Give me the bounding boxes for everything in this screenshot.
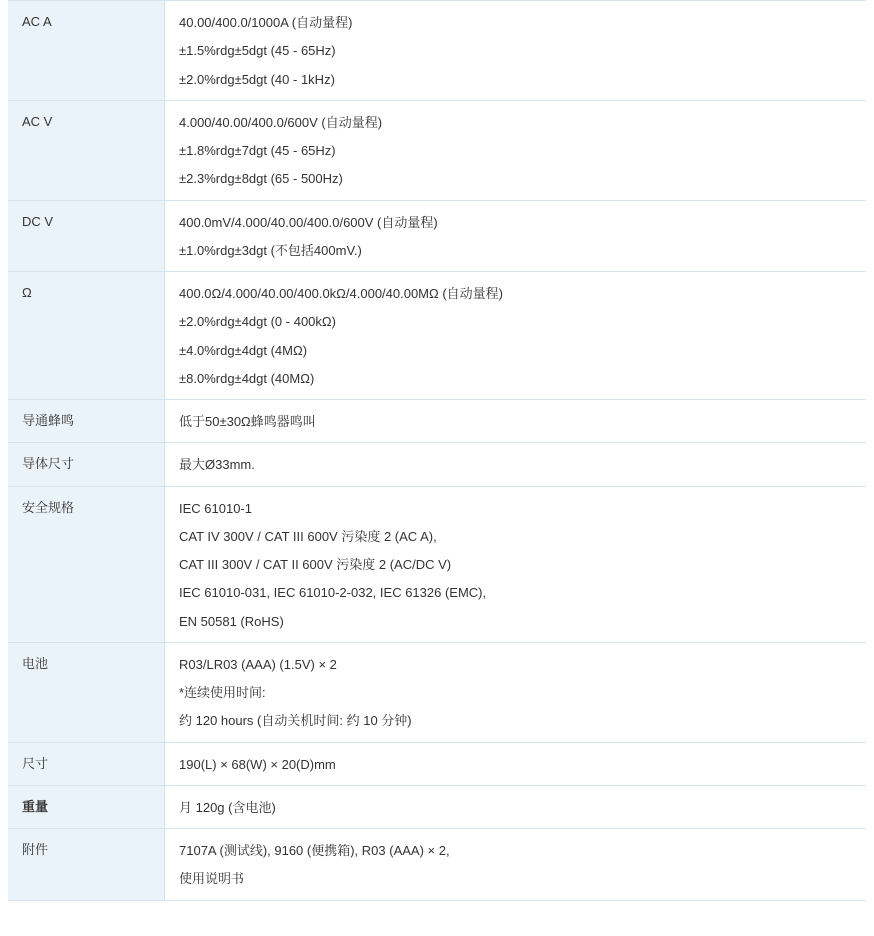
table-row: [8, 272, 866, 400]
spec-value-line: IEC 61010-031, IEC 61010-2-032, IEC 61326 (EMC),: [179, 585, 487, 601]
spec-value: [165, 829, 867, 901]
spec-value-line: 使用说明书: [179, 871, 245, 887]
table-row: [8, 742, 866, 785]
spec-label: 安全规格: [8, 486, 165, 642]
spec-value-line: 190(L) × 68(W) × 20(D)mm: [179, 756, 336, 772]
spec-value: [165, 742, 867, 785]
spec-label: AC V: [8, 100, 165, 200]
specifications-table: [8, 0, 866, 901]
spec-label: AC A: [8, 1, 165, 101]
specifications-table-body: [8, 1, 866, 901]
spec-value-line: CAT III 300V / CAT II 600V 污染度 2 (AC/DC V): [179, 557, 452, 572]
spec-value-line: ±1.8%rdg±7dgt (45 - 65Hz): [179, 143, 336, 158]
table-row: [8, 829, 866, 901]
spec-value: [165, 400, 867, 443]
spec-value: [165, 1, 867, 101]
spec-value-line: 400.0mV/4.000/40.00/400.0/600V (自动量程): [179, 214, 438, 230]
spec-value-line: ±2.0%rdg±5dgt (40 - 1kHz): [179, 71, 335, 87]
spec-label: Ω: [8, 272, 165, 400]
spec-value: [165, 642, 867, 742]
spec-value: [165, 272, 867, 400]
table-row: [8, 400, 866, 443]
spec-value-line: ±1.0%rdg±3dgt (不包括400mV.): [179, 242, 362, 258]
spec-label: 导体尺寸: [8, 443, 165, 486]
spec-label: 导通蜂鸣: [8, 400, 165, 443]
spec-value: [165, 486, 867, 642]
spec-value-line: CAT IV 300V / CAT III 600V 污染度 2 (AC A),: [179, 528, 437, 544]
spec-value-line: R03/LR03 (AAA) (1.5V) × 2: [179, 656, 337, 672]
spec-label: 重量: [8, 785, 165, 828]
spec-label: 电池: [8, 642, 165, 742]
spec-label: 附件: [8, 829, 165, 901]
table-row: [8, 642, 866, 742]
table-row: [8, 1, 866, 101]
spec-value-line: ±8.0%rdg±4dgt (40MΩ): [179, 370, 315, 386]
spec-value-line: 低于50±30Ω蜂鸣器鸣叫: [179, 414, 316, 429]
spec-label: DC V: [8, 200, 165, 272]
spec-value-line: EN 50581 (RoHS): [179, 613, 284, 629]
table-row: [8, 200, 866, 272]
spec-value-line: ±1.5%rdg±5dgt (45 - 65Hz): [179, 43, 336, 59]
spec-value-line: 40.00/400.0/1000A (自动量程): [179, 15, 353, 30]
spec-value-line: 7107A (测试线), 9160 (便携箱), R03 (AAA) × 2,: [179, 843, 450, 858]
spec-value: [165, 443, 867, 486]
table-row: [8, 486, 866, 642]
spec-value-line: *连续使用时间:: [179, 685, 266, 700]
spec-value-line: ±2.3%rdg±8dgt (65 - 500Hz): [179, 171, 343, 187]
spec-value-line: 最大Ø33mm.: [179, 457, 255, 473]
spec-value-line: 4.000/40.00/400.0/600V (自动量程): [179, 114, 383, 130]
table-row: [8, 785, 866, 828]
spec-value-line: ±4.0%rdg±4dgt (4MΩ): [179, 342, 308, 358]
spec-value: [165, 100, 867, 200]
spec-value-line: 约 120 hours (自动关机时间: 约 10 分钟): [179, 713, 412, 729]
spec-label: 尺寸: [8, 742, 165, 785]
table-row: [8, 443, 866, 486]
spec-value-line: ±2.0%rdg±4dgt (0 - 400kΩ): [179, 314, 336, 330]
spec-value-line: 月 120g (含电池): [179, 799, 276, 815]
spec-value-line: 400.0Ω/4.000/40.00/400.0kΩ/4.000/40.00MΩ (自动量程): [179, 286, 504, 301]
spec-value-line: IEC 61010-1: [179, 500, 252, 516]
table-row: [8, 100, 866, 200]
spec-value: [165, 785, 867, 828]
spec-value: [165, 200, 867, 272]
